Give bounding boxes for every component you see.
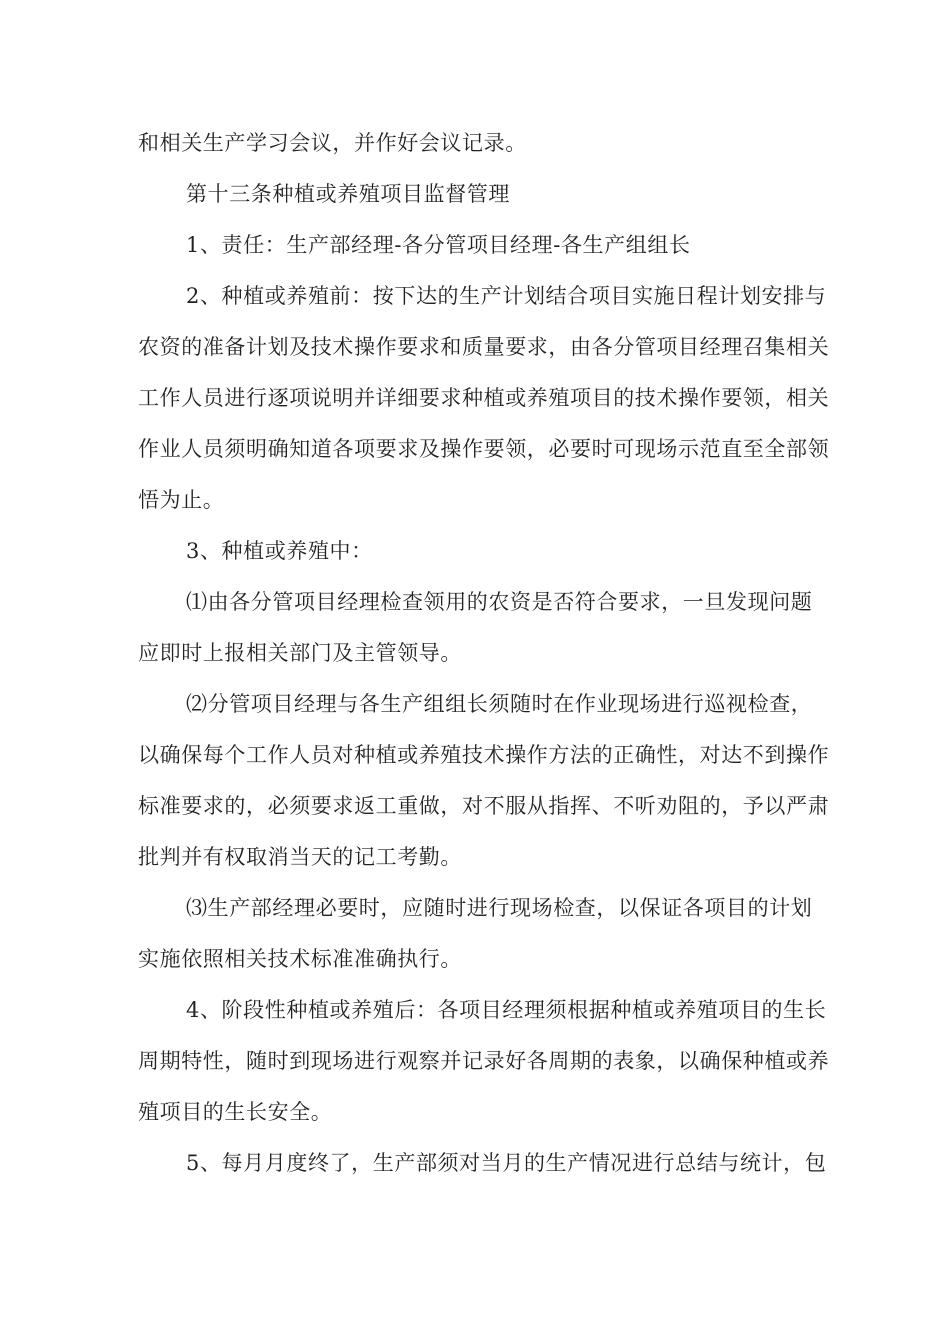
paragraph-4-line-2: 周期特性，随时到现场进行观察并记录好各周期的表象，以确保种植或养 <box>138 1049 830 1073</box>
responsibility-line: 1、责任：生产部经理-各分管项目经理-各生产组组长 <box>186 233 691 257</box>
item-1-line-1: ⑴由各分管项目经理检查领用的农资是否符合要求，一旦发现问题 <box>186 590 813 614</box>
paragraph-2-line-1: 2、种植或养殖前：按下达的生产计划结合项目实施日程计划安排与 <box>186 284 827 308</box>
item-2-line-2: 以确保每个工作人员对种植或养殖技术操作方法的正确性，对达不到操作 <box>138 743 830 767</box>
article-heading: 第十三条种植或养殖项目监督管理 <box>186 182 510 206</box>
item-3-line-1: ⑶生产部经理必要时，应随时进行现场检查，以保证各项目的计划 <box>186 896 813 920</box>
item-3-line-2: 实施依照相关技术标准准确执行。 <box>138 947 462 971</box>
paragraph-2-line-3: 工作人员进行逐项说明并详细要求种植或养殖项目的技术操作要领，相关 <box>138 386 830 410</box>
item-2-line-1: ⑵分管项目经理与各生产组组长须随时在作业现场进行巡视检查， <box>186 692 813 716</box>
item-2-line-4: 批判并有权取消当天的记工考勤。 <box>138 845 462 869</box>
paragraph-2-line-4: 作业人员须明确知道各项要求及操作要领，必要时可现场示范直至全部领 <box>138 437 830 461</box>
paragraph-5-line-1: 5、每月月度终了，生产部须对当月的生产情况进行总结与统计，包 <box>186 1151 827 1175</box>
paragraph-3-heading: 3、种植或养殖中： <box>186 539 373 563</box>
paragraph-2-line-2: 农资的准备计划及技术操作要求和质量要求，由各分管项目经理召集相关 <box>138 335 830 359</box>
paragraph-2-line-5: 悟为止。 <box>138 488 225 512</box>
item-2-line-3: 标准要求的，必须要求返工重做，对不服从指挥、不听劝阻的，予以严肃 <box>138 794 830 818</box>
text-line-continuation: 和相关生产学习会议，并作好会议记录。 <box>138 131 527 155</box>
item-1-line-2: 应即时上报相关部门及主管领导。 <box>138 641 462 665</box>
paragraph-4-line-1: 4、阶段性种植或养殖后：各项目经理须根据种植或养殖项目的生长 <box>186 998 827 1022</box>
paragraph-4-line-3: 殖项目的生长安全。 <box>138 1100 333 1124</box>
